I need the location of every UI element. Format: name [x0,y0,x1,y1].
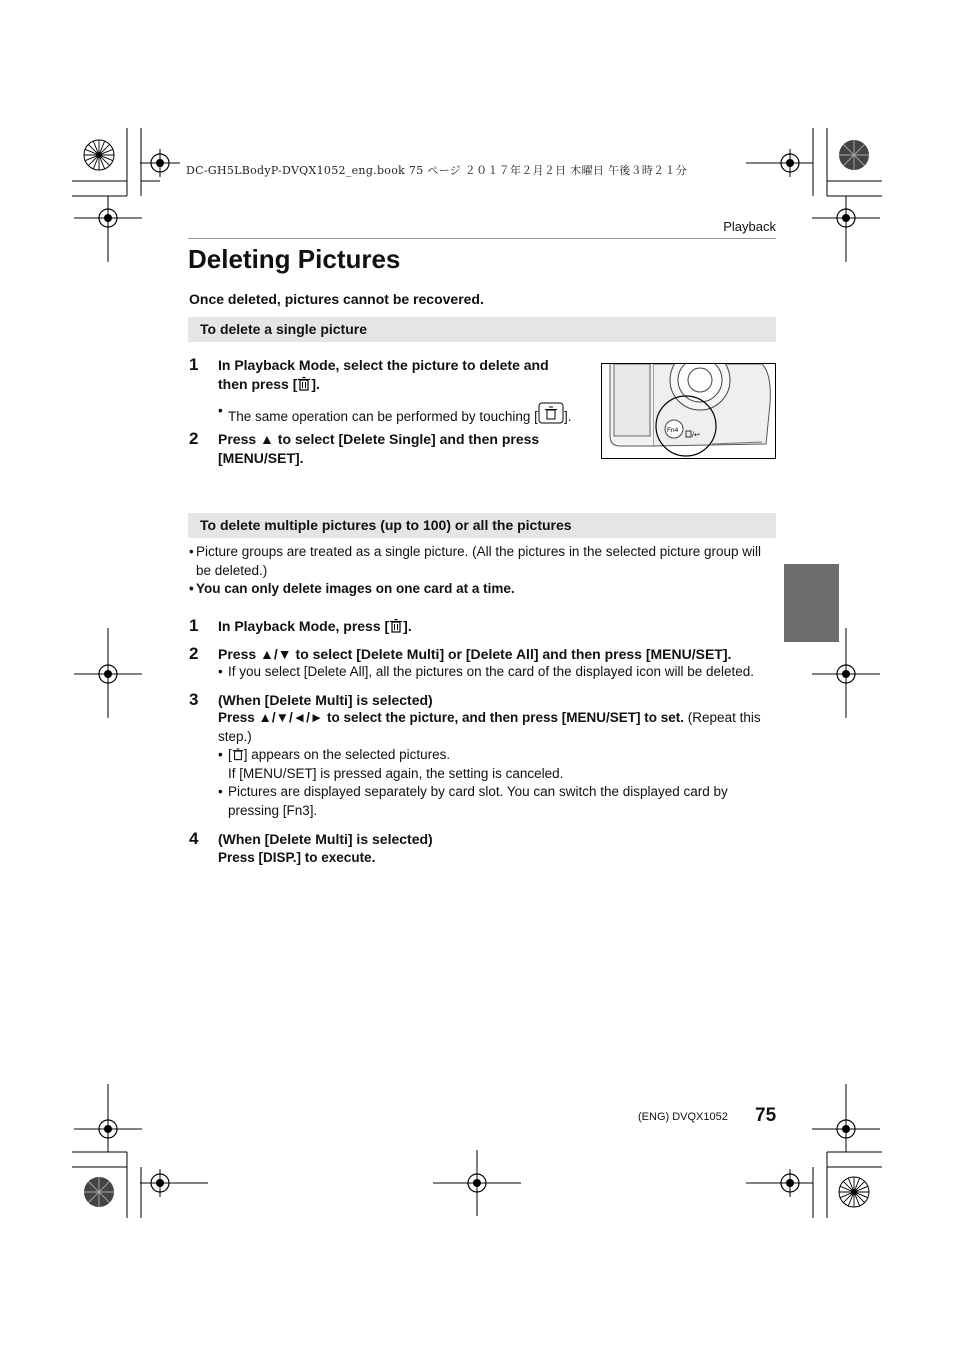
single-step2 [218,430,588,468]
multi-step4: Press [DISP.] to execute. [218,850,376,865]
multi-step3-note1: • [ ] appears on the selected pictures. If [MENU/SET] is pressed again, the setting is canceled. [218,747,564,781]
touch-trash-icon [538,402,564,424]
multi-step3-body: Press ▲/▼/◄/► to select the picture, and then press [MENU/SET] to set. (Repeat this step.) [218,710,761,744]
fn4-label: Fn4 [667,427,679,434]
single-step1-number: 1 [189,355,199,374]
section-heading-multi [188,513,776,538]
page-title: Deleting Pictures [188,244,401,274]
svg-text:/↩: /↩ [692,432,700,439]
camera-back-drawing [602,364,776,459]
single-step2-number: 2 [189,429,199,448]
multi-step4-head: (When [Delete Multi] is selected) [218,831,433,847]
page-number: 75 [755,1105,777,1126]
warning-text: Once deleted, pictures cannot be recovered. [189,291,484,307]
trash-icon [389,618,403,634]
multi-note2: • You can only delete images on one card at a time. [189,581,515,596]
print-header: DC-GH5LBodyP-DVQX1052_eng.book 75 ページ ２０１７年２月２日 木曜日 午後３時２１分 [186,164,688,177]
multi-step2-number: 2 [189,644,199,663]
multi-step1-number: 1 [189,616,199,635]
multi-step1: In Playback Mode, press [ ]. [218,618,412,634]
multi-step3-head: (When [Delete Multi] is selected) [218,692,433,708]
single-step2-line1: Press ▲ to select [Delete Single] and then press [218,431,540,447]
multi-step2: Press ▲/▼ to select [Delete Multi] or [Delete All] and then press [MENU/SET]. [218,646,732,662]
multi-step2-note: • If you select [Delete All], all the pictures on the card of the displayed icon will be deleted. [218,664,755,679]
single-step1 [218,356,588,394]
single-step2-line2: [MENU/SET]. [218,450,304,466]
single-step1-line1: In Playback Mode, select the picture to delete and [218,357,549,373]
section-heading-single-text: To delete a single picture [200,321,368,337]
multi-step4-number: 4 [189,829,199,848]
multi-step3-number: 3 [189,690,199,709]
trash-icon [232,747,244,762]
header-rule [188,238,776,239]
footer-code: (ENG) DVQX1052 [638,1111,728,1123]
multi-note1: • Picture groups are treated as a single picture. (All the pictures in the selected picture group will be deleted.) [189,544,762,578]
section-heading-multi-text: To delete multiple pictures (up to 100) or all the pictures [200,517,572,533]
single-step1-note: • The same operation can be performed by touching [ ]. [218,403,572,424]
chapter-tab [784,564,839,642]
single-step1-line2: then press [ ]. [218,376,320,392]
trash-icon [297,376,311,392]
section-tag: Playback [723,219,776,234]
camera-illustration [601,363,776,459]
section-heading-single [188,317,776,342]
multi-step3-note2: • Pictures are displayed separately by card slot. You can switch the displayed card by pressing [Fn3]. [218,784,728,818]
